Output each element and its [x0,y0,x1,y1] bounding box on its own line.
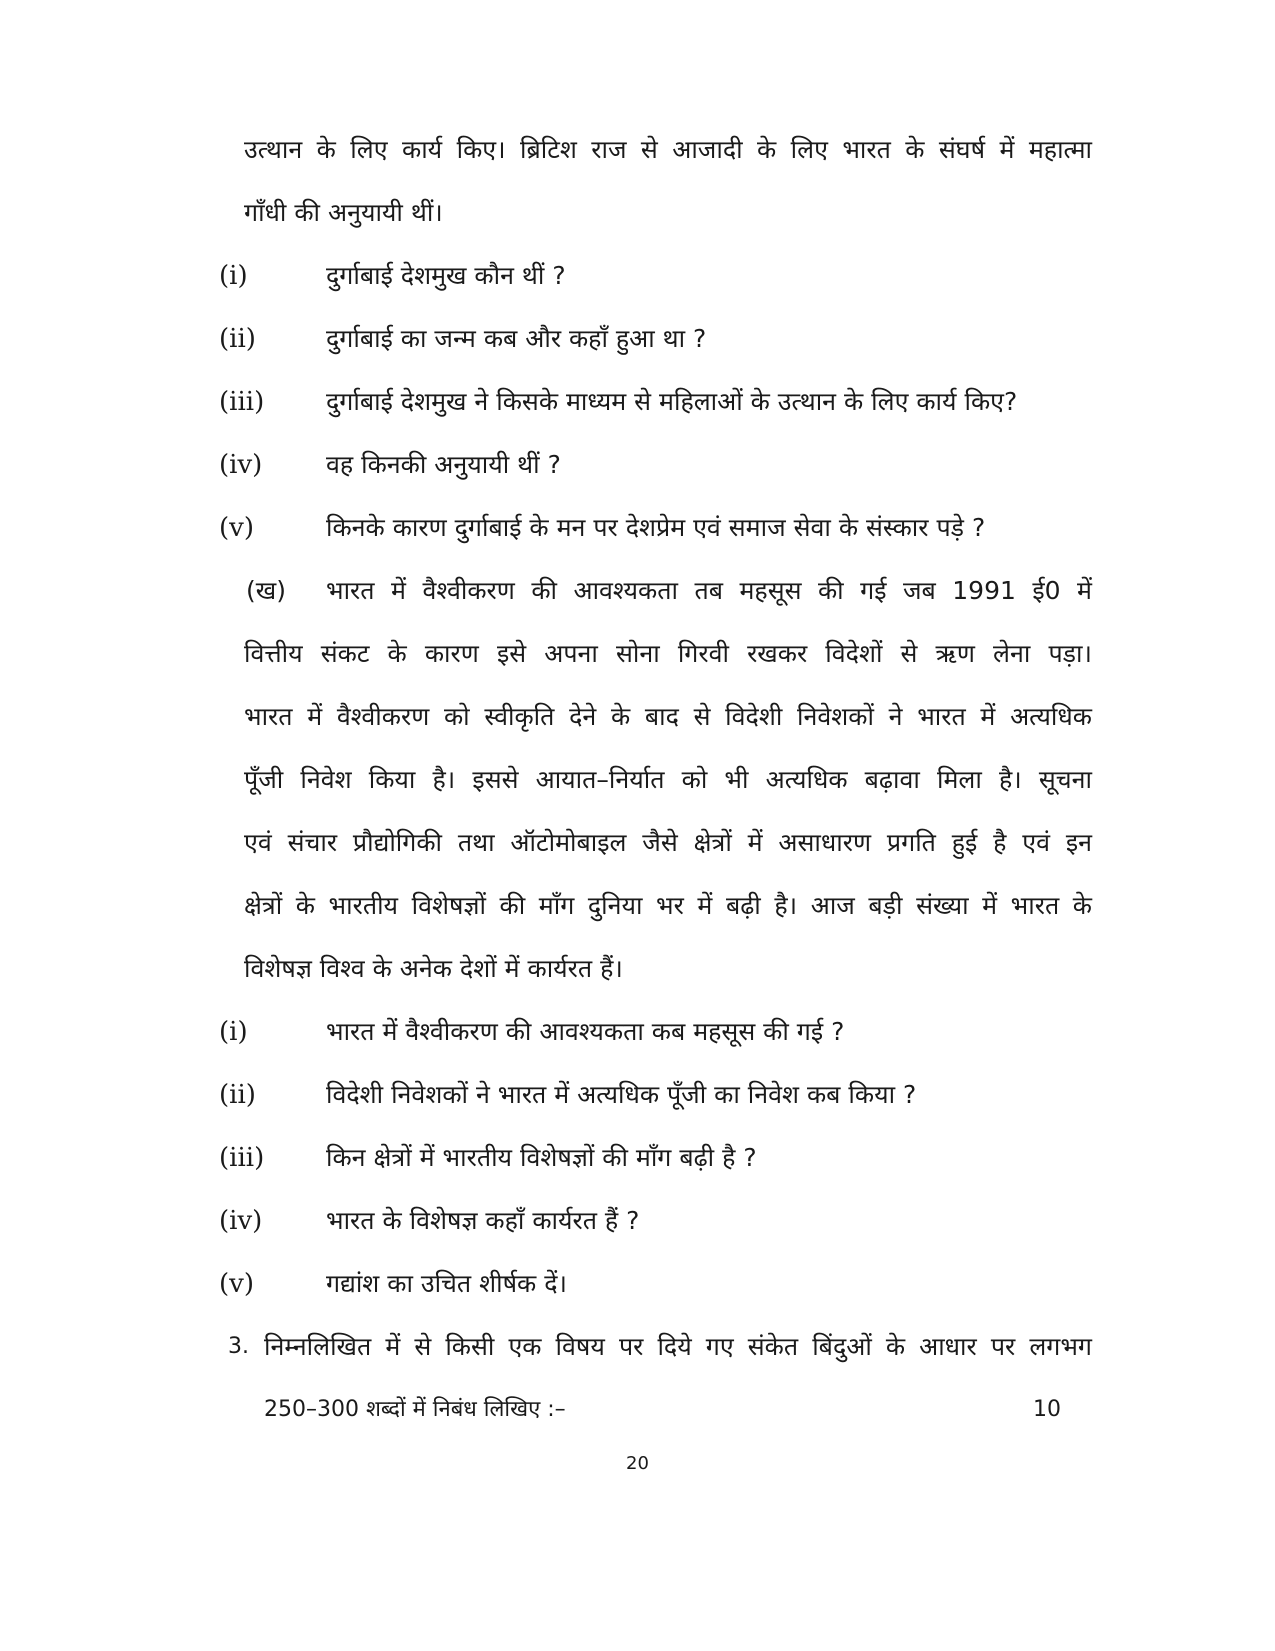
passage-a-line-2: गाँधी की अनुयायी थीं। [244,198,443,227]
question-b-1-text: भारत में वैश्वीकरण की आवश्यकता कब महसूस की गई ? [326,1017,845,1046]
passage-b-line-7: विशेषज्ञ विश्व के अनेक देशों में कार्यरत हैं। [244,954,623,983]
passage-b-line-2: वित्तीय संकट के कारण इसे अपना सोना गिरवी रखकर विदेशों से ऋण लेना पड़ा। [244,639,1092,668]
question-a-5-number: (v) [219,513,254,543]
passage-b-line-5: एवं संचार प्रौद्योगिकी तथा ऑटोमोबाइल जैसे क्षेत्रों में असाधारण प्रगति हुई है एवं इन [244,828,1092,857]
question-3-number: 3. [228,1334,249,1359]
question-3-marks: 10 [1033,1397,1061,1422]
passage-b-first-line: भारत में वैश्वीकरण की आवश्यकता तब महसूस की गई जब 1991 ई0 में [326,576,1092,605]
question-a-3-number: (iii) [219,387,265,417]
question-a-5-text: किनके कारण दुर्गाबाई के मन पर देशप्रेम एवं समाज सेवा के संस्कार पड़े ? [326,513,986,542]
passage-b-line-6: क्षेत्रों के भारतीय विशेषज्ञों की माँग दुनिया भर में बढ़ी है। आज बड़ी संख्या में भारत के [244,891,1092,920]
question-3-line-2: 250–300 शब्दों में निबंध लिखिए :– [264,1397,566,1422]
page-number: 20 [626,1453,649,1474]
question-b-4-number: (iv) [219,1206,263,1236]
question-b-5-number: (v) [219,1269,254,1299]
question-a-4-number: (iv) [219,450,263,480]
question-a-3-text: दुर्गाबाई देशमुख ने किसके माध्यम से महिलाओं के उत्थान के लिए कार्य किए? [326,387,1018,416]
passage-b-marker: (ख) [246,576,286,605]
question-a-4-text: वह किनकी अनुयायी थीं ? [326,450,561,479]
question-a-1-text: दुर्गाबाई देशमुख कौन थीं ? [326,261,566,290]
question-a-1-number: (i) [219,261,248,291]
question-b-2-number: (ii) [219,1080,256,1110]
question-3-line-1: निम्नलिखित में से किसी एक विषय पर दिये गए संकेत बिंदुओं के आधार पर लगभग [264,1332,1092,1361]
question-b-3-text: किन क्षेत्रों में भारतीय विशेषज्ञों की माँग बढ़ी है ? [326,1143,757,1172]
question-a-2-text: दुर्गाबाई का जन्म कब और कहाँ हुआ था ? [326,324,707,353]
question-a-2-number: (ii) [219,324,256,354]
passage-a-line-1: उत्थान के लिए कार्य किए। ब्रिटिश राज से आजादी के लिए भारत के संघर्ष में महात्मा [244,135,1092,164]
question-b-1-number: (i) [219,1017,248,1047]
question-b-5-text: गद्यांश का उचित शीर्षक दें। [326,1269,567,1298]
question-b-3-number: (iii) [219,1143,265,1173]
passage-b-line-4: पूँजी निवेश किया है। इससे आयात–निर्यात को भी अत्यधिक बढ़ावा मिला है। सूचना [244,765,1092,794]
question-b-2-text: विदेशी निवेशकों ने भारत में अत्यधिक पूँजी का निवेश कब किया ? [326,1080,917,1109]
passage-b-line-3: भारत में वैश्वीकरण को स्वीकृति देने के बाद से विदेशी निवेशकों ने भारत में अत्यधिक [244,702,1092,731]
question-b-4-text: भारत के विशेषज्ञ कहाँ कार्यरत हैं ? [326,1206,640,1235]
